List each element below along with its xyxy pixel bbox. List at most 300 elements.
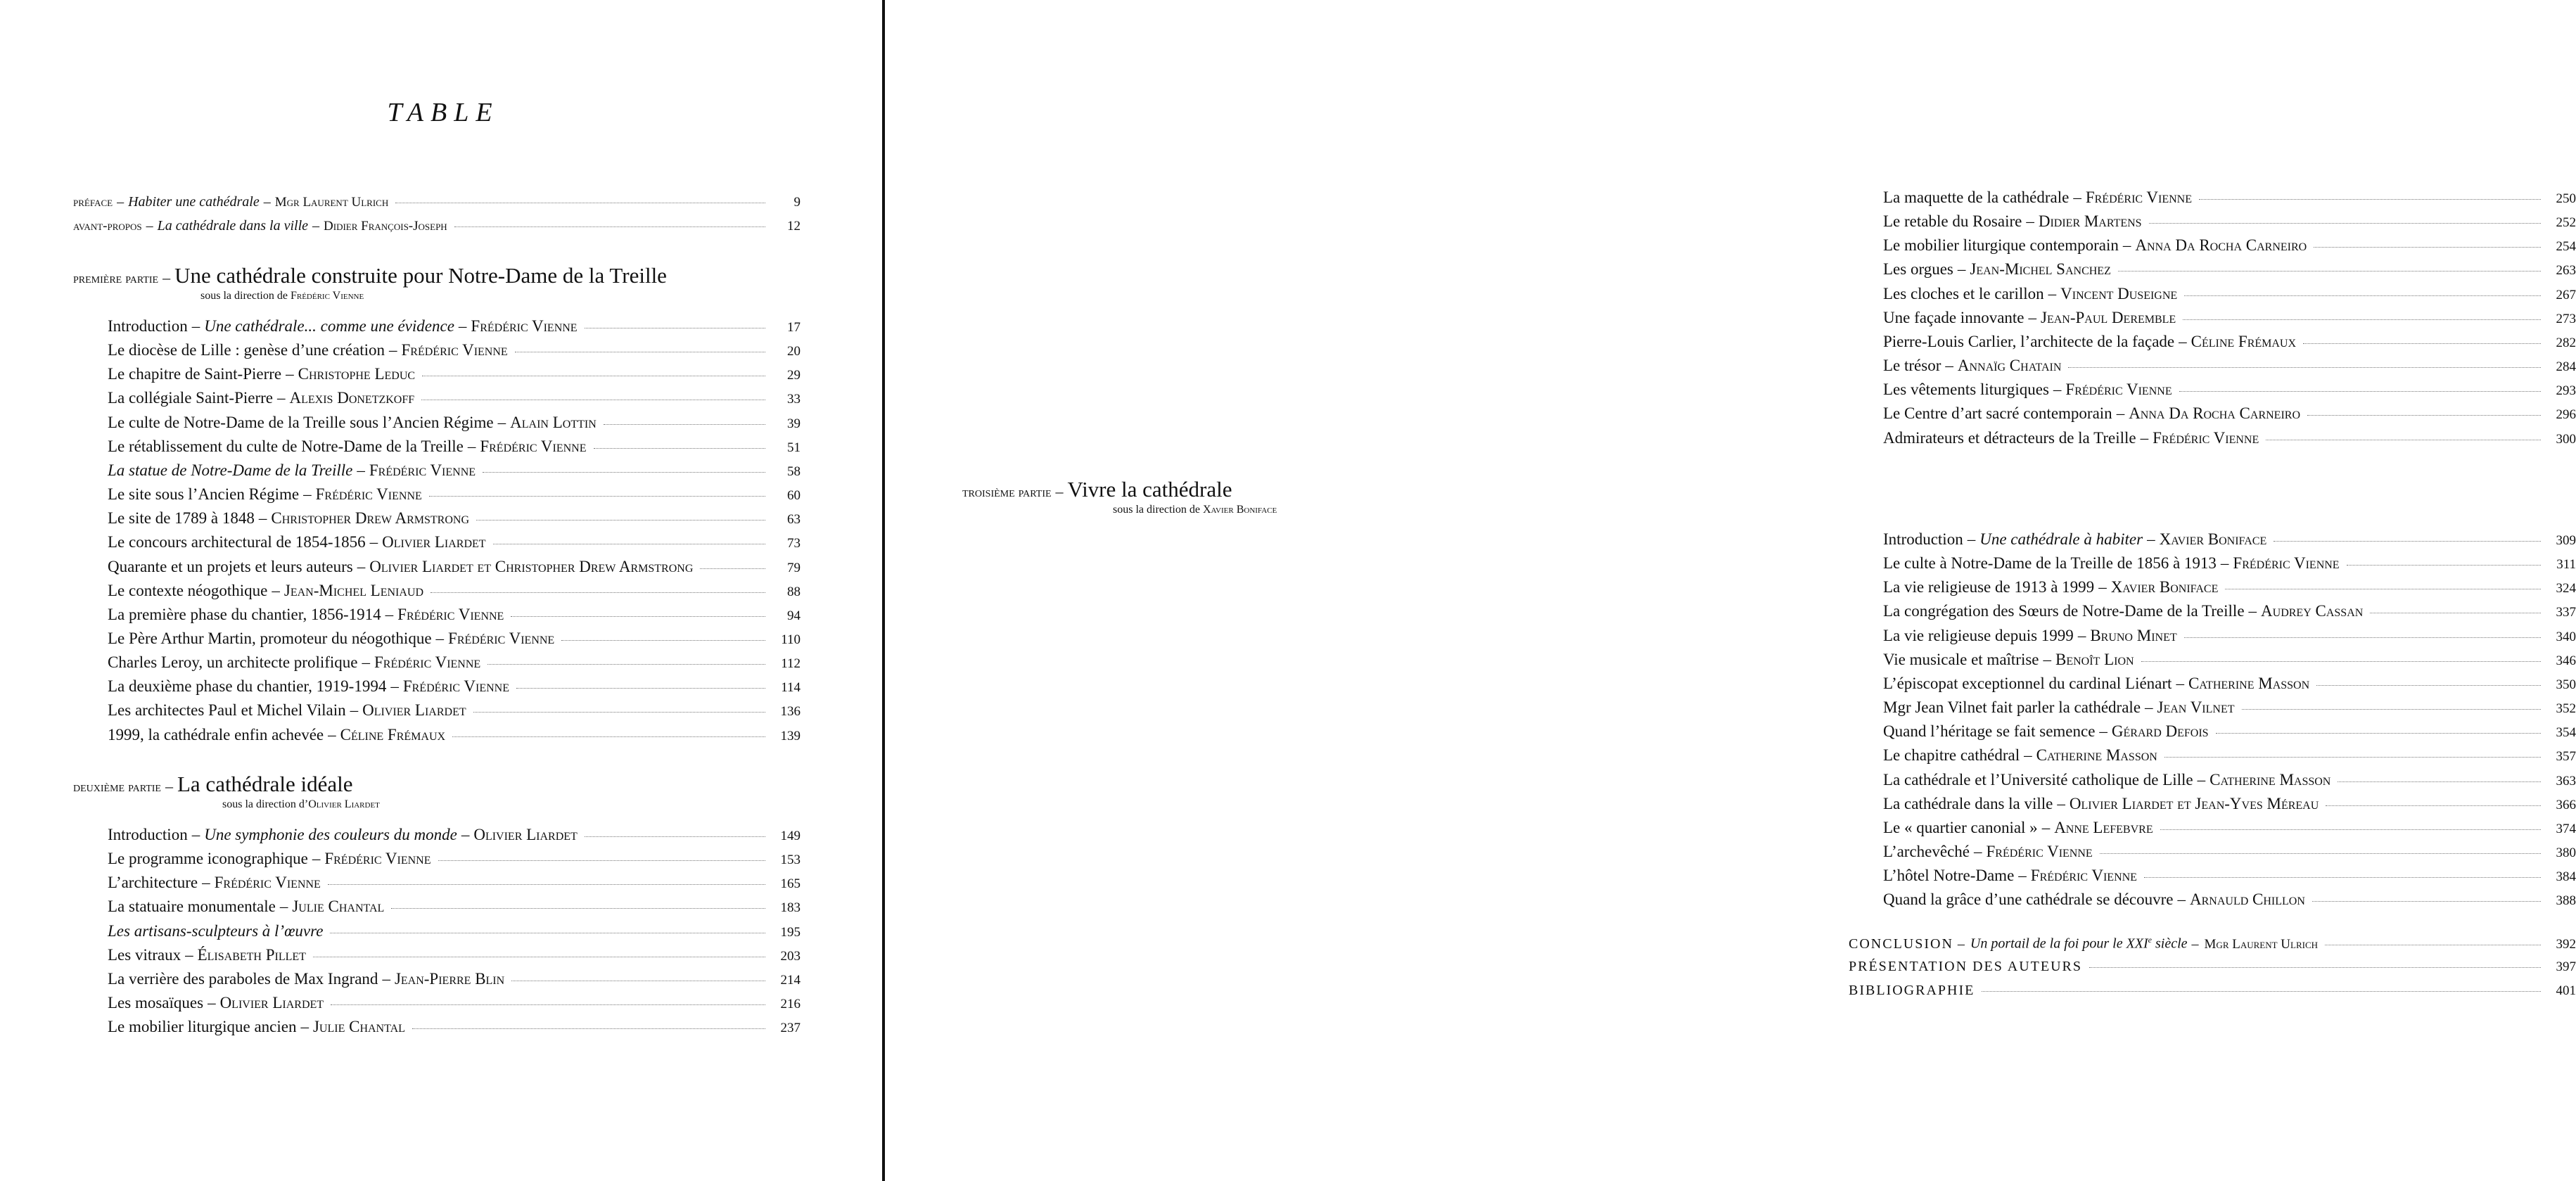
toc-entry[interactable] [1883, 554, 2576, 577]
entry-title: Quand l’héritage se fait semence [1883, 722, 2096, 741]
toc-entry[interactable] [108, 653, 801, 676]
entry-title: Mgr Jean Vilnet fait parler la cathédrale [1883, 698, 2141, 717]
toc-entry[interactable] [108, 606, 801, 628]
dash-separator: – [2028, 308, 2037, 326]
toc-entry[interactable] [1883, 212, 2576, 235]
entry-title: Le contexte néogothique [108, 581, 268, 599]
toc-entry[interactable] [108, 994, 801, 1016]
entry-title: La statue de Notre-Dame de la Treille [108, 461, 353, 479]
toc-entry[interactable] [1883, 285, 2576, 307]
entry-author: Jean-Pierre Blin [394, 969, 505, 988]
dot-leader [487, 664, 765, 665]
dot-leader [2118, 271, 2541, 272]
toc-entry[interactable] [1883, 675, 2576, 697]
dot-leader [2347, 565, 2541, 566]
entry-author: Frédéric Vienne [2030, 867, 2137, 885]
dash-separator: – [2053, 381, 2062, 399]
dash-separator: – [2099, 722, 2108, 741]
dash-separator: – [369, 533, 378, 551]
dash-separator: – [1945, 357, 1953, 375]
toc-entry[interactable] [1883, 771, 2576, 793]
toc-entry[interactable] [108, 1018, 801, 1040]
entry-author: Arnauld Chillon [2190, 890, 2305, 909]
entry-author: Céline Frémaux [2191, 332, 2297, 350]
entry-subtitle-century: XXI [2126, 936, 2148, 952]
entry-author: Élisabeth Pillet [197, 945, 306, 964]
entry-title: La congrégation des Sœurs de Notre-Dame de la Treille [1883, 602, 2245, 620]
toc-entry[interactable] [1883, 333, 2576, 355]
dot-leader [2089, 967, 2541, 968]
toc-entry[interactable] [108, 946, 801, 969]
entry-page: 33 [787, 392, 801, 407]
toc-entry[interactable] [1883, 189, 2576, 211]
dot-leader [2242, 709, 2541, 710]
entry-page: 340 [2556, 629, 2576, 644]
toc-entry[interactable] [1883, 429, 2576, 452]
toc-entry-bibliographie[interactable] [1849, 983, 2576, 1005]
entry-page: 29 [787, 368, 801, 383]
dot-leader [2068, 367, 2541, 368]
toc-entry[interactable] [108, 850, 801, 872]
toc-entry[interactable] [1883, 746, 2576, 769]
dash-separator: – [2043, 650, 2052, 668]
part-heading-1 [73, 263, 667, 302]
dash-separator: – [191, 317, 200, 335]
dot-leader [391, 908, 765, 909]
entry-author: Frédéric Vienne [2065, 381, 2172, 399]
dot-leader [1982, 991, 2541, 992]
entry-author: Olivier Liardet [473, 826, 578, 843]
entry-title: Les cloches et le carillon [1883, 284, 2044, 302]
entry-title: Les artisans-sculpteurs à l’œuvre [108, 921, 324, 940]
dash-separator: – [303, 485, 312, 504]
toc-entry[interactable] [108, 582, 801, 604]
entry-author: Bruno Minet [2090, 626, 2177, 644]
entry-author: Benoît Lion [2055, 650, 2134, 668]
entry-label: BIBLIOGRAPHIE [1849, 983, 1975, 998]
dash-separator: – [202, 874, 210, 892]
toc-entry[interactable] [1883, 867, 2576, 889]
dot-leader [2199, 199, 2541, 200]
dot-leader [454, 226, 765, 227]
entry-author: Olivier Liardet [219, 994, 324, 1012]
entry-author: Didier Martens [2038, 212, 2142, 231]
dot-leader [2216, 733, 2541, 734]
dash-separator: – [162, 269, 171, 286]
toc-entry[interactable] [1883, 381, 2576, 403]
entry-title: La cathédrale dans la ville [1883, 794, 2053, 812]
entry-author: Olivier Liardet [362, 701, 466, 720]
toc-entry[interactable] [108, 414, 801, 436]
entry-page: 337 [2556, 605, 2576, 620]
entry-page: 392 [2556, 936, 2576, 952]
entry-author: Alain Lottin [510, 413, 597, 431]
dash-separator: – [2018, 867, 2027, 885]
entry-author: Mgr Laurent Ulrich [2204, 936, 2319, 952]
entry-page: 366 [2556, 797, 2576, 812]
dash-separator: – [2048, 284, 2057, 302]
dash-separator: – [2177, 890, 2186, 909]
dot-leader [2183, 319, 2541, 320]
part-subtitle [1113, 504, 1277, 516]
entry-page: 311 [2556, 557, 2576, 573]
toc-entry[interactable] [108, 509, 801, 532]
entry-author: Catherine Masson [2210, 770, 2331, 789]
toc-entry[interactable] [1883, 795, 2576, 817]
entry-author: Céline Frémaux [340, 725, 446, 743]
entry-subtitle-text: siècle [2152, 936, 2188, 952]
toc-entry[interactable] [1883, 309, 2576, 331]
entry-author: Xavier Boniface [2159, 530, 2267, 548]
toc-entry[interactable] [108, 630, 801, 652]
dash-separator: – [2145, 698, 2153, 717]
dot-leader [438, 860, 765, 861]
entry-title: Le mobilier liturgique ancien [108, 1018, 297, 1036]
dash-separator: – [2220, 554, 2229, 573]
toc-entry[interactable] [1883, 843, 2576, 865]
part-label: première partie [73, 271, 159, 286]
dash-separator: – [357, 557, 366, 575]
entry-page: 183 [780, 900, 801, 916]
entry-title: Le culte à Notre-Dame de la Treille de 1856 à 1913 [1883, 554, 2217, 573]
entry-title: Admirateurs et détracteurs de la Treille [1883, 428, 2136, 447]
entry-author: Frédéric Vienne [374, 653, 481, 672]
entry-title: L’épiscopat exceptionnel du cardinal Liénart [1883, 674, 2172, 692]
entry-subtitle-sup: e [2148, 935, 2152, 945]
entry-title: Le programme iconographique [108, 850, 308, 868]
dot-leader [561, 640, 765, 641]
entry-page: 293 [2556, 383, 2576, 399]
entry-title: Les architectes Paul et Michel Vilain [108, 701, 346, 720]
entry-author: Frédéric Vienne [324, 850, 431, 868]
toc-entry-preface[interactable] [73, 194, 801, 217]
entry-title: Le mobilier liturgique contemporain [1883, 236, 2119, 255]
entry-page: 352 [2556, 701, 2576, 717]
dash-separator: – [389, 341, 397, 359]
dash-separator: – [1957, 260, 1966, 279]
entry-page: 63 [787, 512, 801, 528]
entry-author: Frédéric Vienne [369, 461, 476, 479]
entry-page: 88 [787, 584, 801, 599]
entry-page: 388 [2556, 893, 2576, 909]
toc-entry[interactable] [108, 874, 801, 896]
toc-entry[interactable] [108, 558, 801, 580]
dot-leader [429, 496, 765, 497]
dot-leader [511, 616, 765, 617]
toc-entry-conclusion[interactable] [1849, 935, 2576, 957]
entry-author: Frédéric Vienne [397, 605, 504, 623]
dash-separator: – [2147, 530, 2155, 548]
entry-author: Julie Chantal [292, 898, 385, 916]
entry-author: Catherine Masson [2036, 746, 2157, 765]
part-title: Vivre la cathédrale [1067, 477, 1232, 502]
entry-title: Le retable du Rosaire [1883, 212, 2022, 231]
toc-entry[interactable] [1883, 602, 2576, 625]
toc-entry[interactable] [108, 677, 801, 700]
entry-author: Gérard Defois [2111, 722, 2209, 741]
entry-page: 384 [2556, 869, 2576, 885]
part-subtitle-prefix: sous la direction de [200, 290, 288, 302]
toc-entry[interactable] [1883, 236, 2576, 259]
entry-page: 250 [2556, 191, 2576, 206]
entry-author: Catherine Masson [2188, 674, 2310, 692]
entry-title: 1999, la cathédrale enfin achevée [108, 725, 324, 743]
toc-entry[interactable] [1883, 651, 2576, 673]
entry-page: 165 [780, 876, 801, 892]
dash-separator: – [286, 365, 294, 383]
entry-title: Les vitraux [108, 945, 181, 964]
entry-author: Jean Vilnet [2157, 698, 2235, 717]
entry-label: préface [73, 195, 113, 210]
entry-page: 254 [2556, 239, 2576, 255]
dot-leader [2314, 247, 2541, 248]
entry-title: Quarante et un projets et leurs auteurs [108, 557, 353, 575]
entry-author: Anna Da Rocha Carneiro [2129, 404, 2301, 423]
entry-page: 17 [787, 320, 801, 335]
entry-author: Anna Da Rocha Carneiro [2135, 236, 2307, 255]
entry-page: 136 [780, 704, 801, 720]
entry-page: 12 [787, 219, 801, 234]
entry-author: Frédéric Vienne [2233, 554, 2340, 573]
toc-entry[interactable] [108, 485, 801, 508]
entry-page: 380 [2556, 845, 2576, 860]
dash-separator: – [1055, 483, 1064, 500]
entry-page: 374 [2556, 821, 2576, 836]
entry-author: Frédéric Vienne [480, 437, 587, 455]
dash-separator: – [2077, 626, 2086, 644]
toc-entry[interactable] [1883, 578, 2576, 601]
dot-leader [2326, 805, 2541, 806]
entry-page: 79 [787, 560, 801, 575]
entry-page: 195 [780, 924, 801, 940]
entry-subtitle: Une cathédrale à habiter [1979, 530, 2143, 548]
entry-author: Vincent Duseigne [2060, 284, 2178, 302]
entry-subtitle-text: Un portail de la foi pour le [1970, 936, 2127, 952]
entry-title: La cathédrale et l’Université catholique de Lille [1883, 770, 2193, 789]
part-title: Une cathédrale construite pour Notre-Dame de la Treille [174, 263, 667, 288]
entry-label: PRÉSENTATION DES AUTEURS [1849, 959, 2082, 974]
part-subtitle-name: Olivier Liardet [308, 798, 380, 810]
dot-leader [516, 688, 765, 689]
entry-page: 203 [780, 948, 801, 964]
toc-entry[interactable] [1883, 530, 2576, 553]
part-heading-2 [73, 772, 380, 811]
dash-separator: – [390, 677, 399, 696]
entry-author: Jean-Michel Leniaud [283, 581, 424, 599]
entry-author: Frédéric Vienne [448, 629, 555, 647]
part-subtitle-name: Frédéric Vienne [290, 290, 364, 302]
part-subtitle-prefix: sous la direction de [1113, 504, 1200, 516]
toc-entry[interactable] [1883, 722, 2576, 745]
entry-page: 214 [780, 972, 801, 988]
dash-separator: – [2179, 332, 2187, 350]
toc-entry[interactable] [108, 461, 801, 484]
dash-separator: – [385, 605, 394, 623]
entry-author: Frédéric Vienne [2085, 189, 2193, 206]
toc-entry-presentation[interactable] [1849, 959, 2576, 981]
toc-entry[interactable] [108, 898, 801, 920]
dot-leader [700, 568, 765, 569]
toc-entry[interactable] [1883, 357, 2576, 379]
dash-separator: – [2024, 746, 2032, 765]
entry-title: La statuaire monumentale [108, 898, 276, 916]
dot-leader [585, 836, 765, 837]
dash-separator: – [2248, 602, 2257, 620]
toc-entry[interactable] [108, 438, 801, 460]
entry-title: Les orgues [1883, 260, 1953, 279]
entry-label: avant-propos [73, 219, 142, 234]
entry-title: La deuxième phase du chantier, 1919-1994 [108, 677, 387, 696]
dash-separator: – [2191, 936, 2200, 952]
entry-title: Les vêtements liturgiques [1883, 381, 2049, 399]
toc-entry[interactable] [108, 317, 801, 340]
entry-title: La maquette de la cathédrale [1883, 189, 2070, 206]
entry-page: 300 [2556, 431, 2576, 447]
entry-title: Quand la grâce d’une cathédrale se découvre [1883, 890, 2174, 909]
toc-entry[interactable] [1883, 260, 2576, 283]
entry-page: 324 [2556, 581, 2576, 596]
entry-title: La vie religieuse depuis 1999 [1883, 626, 2074, 644]
entry-page: 401 [2556, 983, 2576, 998]
dash-separator: – [350, 701, 359, 720]
entry-title: Le Père Arthur Martin, promoteur du néogothique [108, 629, 432, 647]
entry-page: 114 [781, 680, 801, 696]
entry-page: 363 [2556, 773, 2576, 789]
dot-leader [2316, 685, 2541, 686]
toc-entry[interactable] [108, 970, 801, 992]
dash-separator: – [1967, 530, 1976, 548]
dot-leader [2312, 901, 2541, 902]
part-subtitle [222, 798, 380, 811]
entry-page: 39 [787, 416, 801, 431]
entry-title: La vie religieuse de 1913 à 1999 [1883, 578, 2095, 596]
entry-page: 20 [787, 344, 801, 359]
dash-separator: – [185, 945, 193, 964]
dot-leader [473, 712, 765, 713]
dash-separator: – [1974, 842, 1982, 860]
entry-page: 296 [2556, 407, 2576, 423]
entry-author: Mgr Laurent Ulrich [274, 195, 389, 210]
dash-separator: – [2176, 674, 2184, 692]
dash-separator: – [328, 725, 336, 743]
toc-entry[interactable] [108, 922, 801, 945]
dash-separator: – [272, 581, 280, 599]
dash-separator: – [208, 994, 216, 1012]
entry-page: 58 [787, 464, 801, 479]
entry-author: Christopher Drew Armstrong [271, 509, 470, 528]
entry-author: Audrey Cassan [2261, 602, 2364, 620]
dash-separator: – [1957, 936, 1966, 952]
toc-entry[interactable] [108, 533, 801, 556]
dot-leader [594, 448, 765, 449]
entry-page: 273 [2556, 311, 2576, 326]
entry-page: 51 [787, 440, 801, 455]
entry-title: Introduction [108, 826, 188, 843]
entry-title: Le chapitre cathédral [1883, 746, 2020, 765]
entry-author: Annaïg Chatain [1957, 357, 2062, 375]
toc-entry[interactable] [1883, 627, 2576, 649]
entry-label: CONCLUSION [1849, 936, 1953, 952]
entry-author: Jean-Michel Sanchez [1970, 260, 2111, 279]
toc-entry[interactable] [1883, 890, 2576, 913]
entry-title: La première phase du chantier, 1856-1914 [108, 605, 381, 623]
entry-title: L’archevêché [1883, 842, 1970, 860]
dot-leader [452, 736, 765, 737]
entry-title: Le culte de Notre-Dame de la Treille sous l’Ancien Régime [108, 413, 494, 431]
toc-entry[interactable] [1883, 404, 2576, 427]
entry-title: Le site de 1789 à 1848 [108, 509, 255, 528]
entry-subtitle [1970, 935, 2188, 952]
right-page [886, 0, 2576, 1181]
entry-page: 267 [2556, 287, 2576, 302]
entry-title: Le concours architectural de 1854-1856 [108, 533, 366, 551]
toc-entry[interactable] [108, 341, 801, 364]
dot-leader [604, 424, 765, 425]
dot-leader [2307, 415, 2541, 416]
entry-title: La verrière des paraboles de Max Ingrand [108, 969, 378, 988]
part-label: troisième partie [962, 485, 1052, 500]
toc-entry[interactable] [108, 389, 801, 411]
toc-entry-avant-propos[interactable] [73, 218, 801, 241]
entry-author: Olivier Liardet [382, 533, 486, 551]
dot-leader [476, 520, 765, 521]
dash-separator: – [165, 777, 173, 795]
toc-entry[interactable] [108, 726, 801, 748]
dash-separator: – [362, 653, 371, 672]
dash-separator: – [2057, 794, 2065, 812]
dot-leader [2179, 391, 2541, 392]
entry-author: Julie Chantal [312, 1018, 405, 1036]
part-label: deuxième partie [73, 779, 161, 795]
entry-author: Frédéric Vienne [401, 341, 508, 359]
entry-page: 60 [787, 488, 801, 504]
entry-page: 284 [2556, 359, 2576, 375]
dash-separator: – [467, 437, 476, 455]
dot-leader [2274, 541, 2541, 542]
dot-leader [2141, 661, 2541, 662]
entry-title: Introduction [108, 317, 188, 335]
toc-entry[interactable] [108, 701, 801, 724]
dot-leader [2303, 343, 2541, 344]
entry-title: Les mosaïques [108, 994, 204, 1012]
part-title: La cathédrale idéale [177, 772, 353, 796]
entry-title: Le « quartier canonial » [1883, 818, 2038, 836]
dot-leader [328, 884, 765, 885]
entry-title: Une façade innovante [1883, 308, 2025, 326]
toc-entry[interactable] [108, 826, 801, 848]
dash-separator: – [312, 850, 321, 868]
dot-leader [331, 1004, 765, 1005]
dot-leader [2160, 829, 2541, 830]
entry-author: Frédéric Vienne [402, 677, 510, 696]
toc-entry[interactable] [108, 365, 801, 388]
toc-entry[interactable] [1883, 819, 2576, 841]
entry-title: Introduction [1883, 530, 1963, 548]
dash-separator: – [263, 194, 271, 210]
dash-separator: – [497, 413, 506, 431]
dash-separator: – [458, 317, 467, 335]
entry-author: Christophe Leduc [298, 365, 416, 383]
dot-leader [2149, 223, 2541, 224]
entry-page: 216 [780, 997, 801, 1012]
entry-title: L’architecture [108, 874, 198, 892]
entry-page: 73 [787, 536, 801, 551]
dash-separator: – [357, 461, 365, 479]
entry-author: Anne Lefebvre [2054, 818, 2153, 836]
dash-separator: – [312, 218, 320, 234]
toc-entry[interactable] [1883, 698, 2576, 721]
page-divider [882, 0, 885, 1181]
